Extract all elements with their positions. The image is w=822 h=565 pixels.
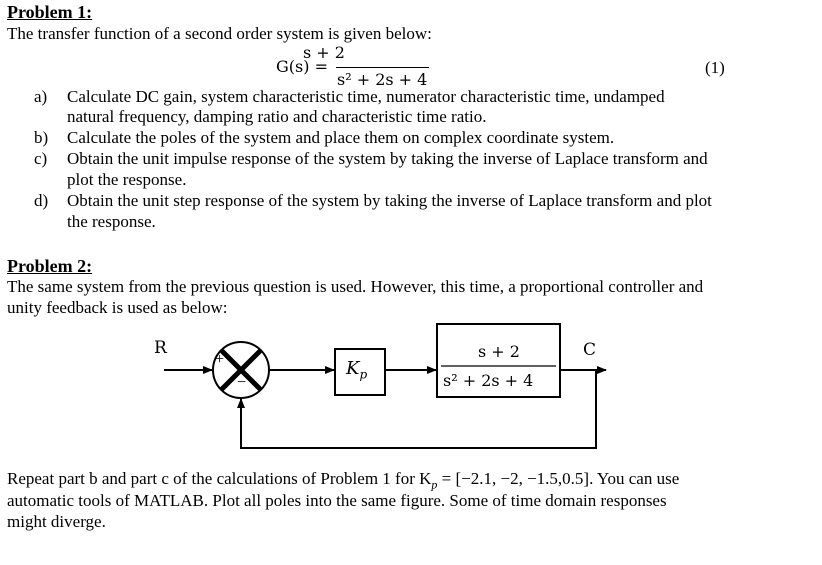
part-text: Calculate the poles of the system and place them on complex coordinate system. bbox=[67, 128, 615, 147]
tf-lhs: G(s) = bbox=[276, 57, 328, 76]
plant-denominator: s² + 2s + 4 bbox=[443, 371, 534, 390]
plant-numerator: s + 2 bbox=[478, 342, 520, 361]
minus-sign: − bbox=[237, 374, 247, 391]
problem2-closing: automatic tools of MATLAB. Plot all poles into the same figure. Some of time domain responses bbox=[7, 491, 667, 510]
plus-sign: + bbox=[215, 351, 225, 368]
tf-denominator: s² + 2s + 4 bbox=[337, 70, 428, 89]
part-marker: b) bbox=[34, 128, 49, 147]
part-marker: a) bbox=[34, 87, 48, 106]
tf-numerator: s + 2 bbox=[303, 43, 345, 62]
controller-gain-label: $K_p$ bbox=[346, 358, 368, 382]
part-text: Calculate DC gain, system characteristic time, numerator characteristic time, undamped bbox=[67, 87, 665, 106]
part-text: natural frequency, damping ratio and characteristic time ratio. bbox=[67, 107, 487, 126]
problem2-intro: The same system from the previous question is used. However, this time, a proportional controller and bbox=[7, 277, 704, 296]
part-marker: d) bbox=[34, 191, 49, 210]
part-text: Obtain the unit impulse response of the system by taking the inverse of Laplace transform and bbox=[67, 149, 708, 168]
part-text: the response. bbox=[67, 212, 156, 231]
part-text: Obtain the unit step response of the system by taking the inverse of Laplace transform and plot bbox=[67, 191, 712, 210]
problem2-heading: Problem 2: bbox=[7, 256, 93, 276]
part-marker: c) bbox=[34, 149, 48, 168]
problem1-heading: Problem 1: bbox=[7, 2, 93, 22]
problem1-intro: The transfer function of a second order system is given below: bbox=[7, 24, 432, 43]
output-label: C bbox=[583, 340, 597, 360]
problem2-closing: Repeat part b and part c of the calculations of Problem 1 for $K_p = [-2.1$, −2, −1.5,0.5]. You can use bbox=[7, 469, 680, 492]
problem2-intro: unity feedback is used as below: bbox=[7, 298, 228, 317]
part-text: plot the response. bbox=[67, 170, 187, 189]
problem2-closing: might diverge. bbox=[7, 512, 106, 531]
input-label: R bbox=[154, 338, 167, 358]
equation-number: (1) bbox=[705, 58, 725, 77]
